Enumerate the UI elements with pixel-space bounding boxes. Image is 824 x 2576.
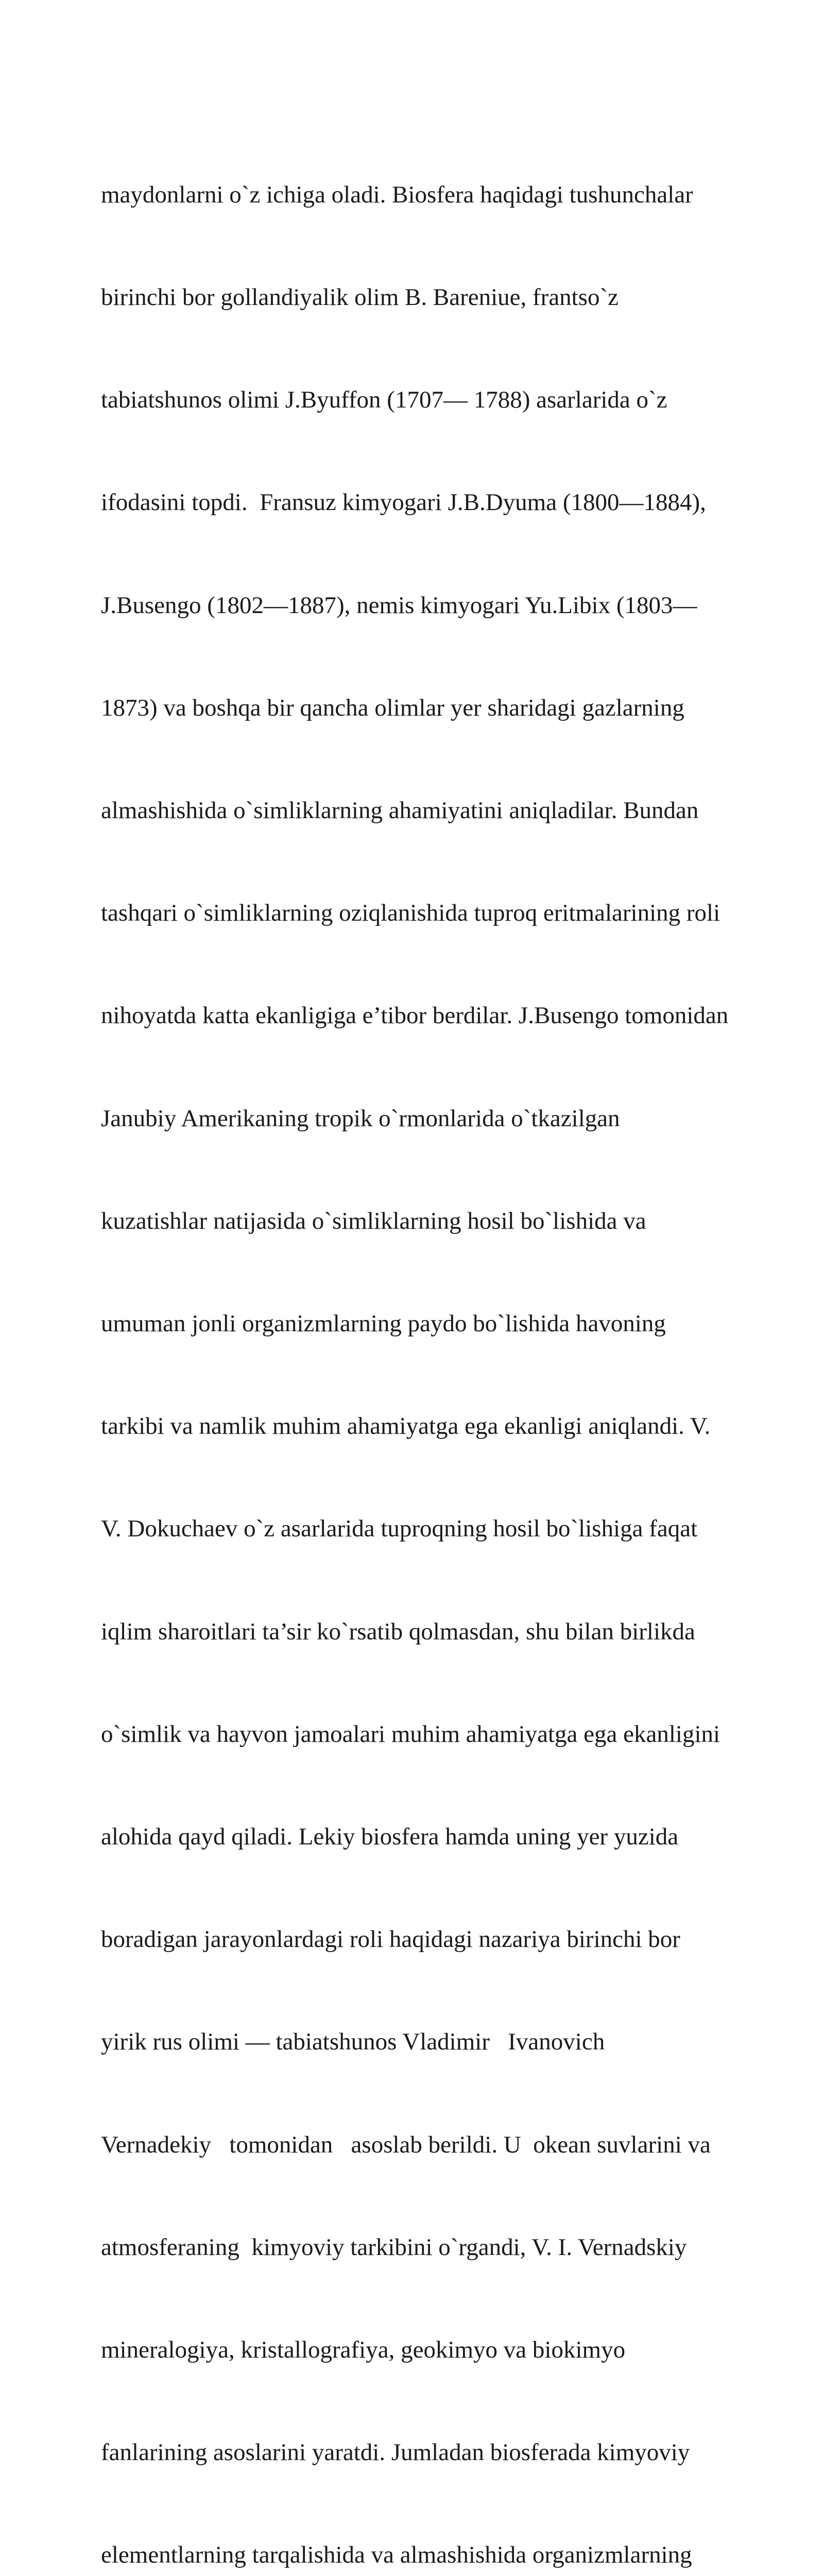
text-line: ifodasini topdi. Fransuz kimyogari J.B.Dyuma (1800—1884), <box>101 489 706 516</box>
text-line: Vernadekiy tomonidan asoslab berildi. U okean suvlarini va <box>101 2131 711 2158</box>
text-line: tabiatshunos olimi J.Byuffon (1707— 1788) asarlarida o`z <box>101 386 667 414</box>
text-line: birinchi bor gollandiyalik olim B. Bareniue, frantso`z <box>101 284 619 311</box>
text-line: nihoyatda katta ekanligiga e’tibor berdilar. J.Busengo tomonidan <box>101 1002 729 1029</box>
text-line: 1873) va boshqa bir qancha olimlar yer sharidagi gazlarning <box>101 694 684 721</box>
text-line: tarkibi va namlik muhim ahamiyatga ega ekanligi aniqlandi. V. <box>101 1413 711 1440</box>
text-line: yirik rus olimi — tabiatshunos Vladimir Ivanovich <box>101 2028 605 2056</box>
text-line: almashishida o`simliklarning ahamiyatini aniqladilar. Bundan <box>101 797 699 824</box>
text-line: kuzatishlar natijasida o`simliklarning hosil bo`lishida va <box>101 1207 646 1234</box>
text-line: iqlim sharoitlari ta’sir ko`rsatib qolmasdan, shu bilan birlikda <box>101 1618 695 1645</box>
text-line: alohida qayd qiladi. Lekiy biosfera hamda uning yer yuzida <box>101 1823 679 1851</box>
text-line: V. Dokuchaev o`z asarlarida tuproqning hosil bo`lishiga faqat <box>101 1515 698 1543</box>
text-line: boradigan jarayonlardagi roli haqidagi nazariya birinchi bor <box>101 1926 680 1953</box>
text-line: o`simlik va hayvon jamoalari muhim ahamiyatga ega ekanligini <box>101 1720 720 1748</box>
text-line: maydonlarni o`z ichiga oladi. Biosfera haqidagi tushunchalar <box>101 181 693 208</box>
text-line: fanlarining asoslarini yaratdi. Jumladan biosferada kimyoviy <box>101 2439 690 2466</box>
text-line: Janubiy Amerikaning tropik o`rmonlarida o`tkazilgan <box>101 1105 620 1132</box>
text-line: mineralogiya, kristallografiya, geokimyo va biokimyo <box>101 2336 626 2364</box>
text-line: atmosferaning kimyoviy tarkibini o`rgandi, V. I. Vernadskiy <box>101 2233 687 2261</box>
text-line: umuman jonli organizmlarning paydo bo`lishida havoning <box>101 1310 666 1337</box>
text-line: elementlarning tarqalishida va almashishida organizmlarning <box>101 2541 692 2569</box>
text-line: J.Busengo (1802—1887), nemis kimyogari Yu.Libix (1803— <box>101 591 697 619</box>
text-line: tashqari o`simliklarning oziqlanishida tuproq eritmalarining roli <box>101 900 720 927</box>
body-text <box>101 109 822 2576</box>
